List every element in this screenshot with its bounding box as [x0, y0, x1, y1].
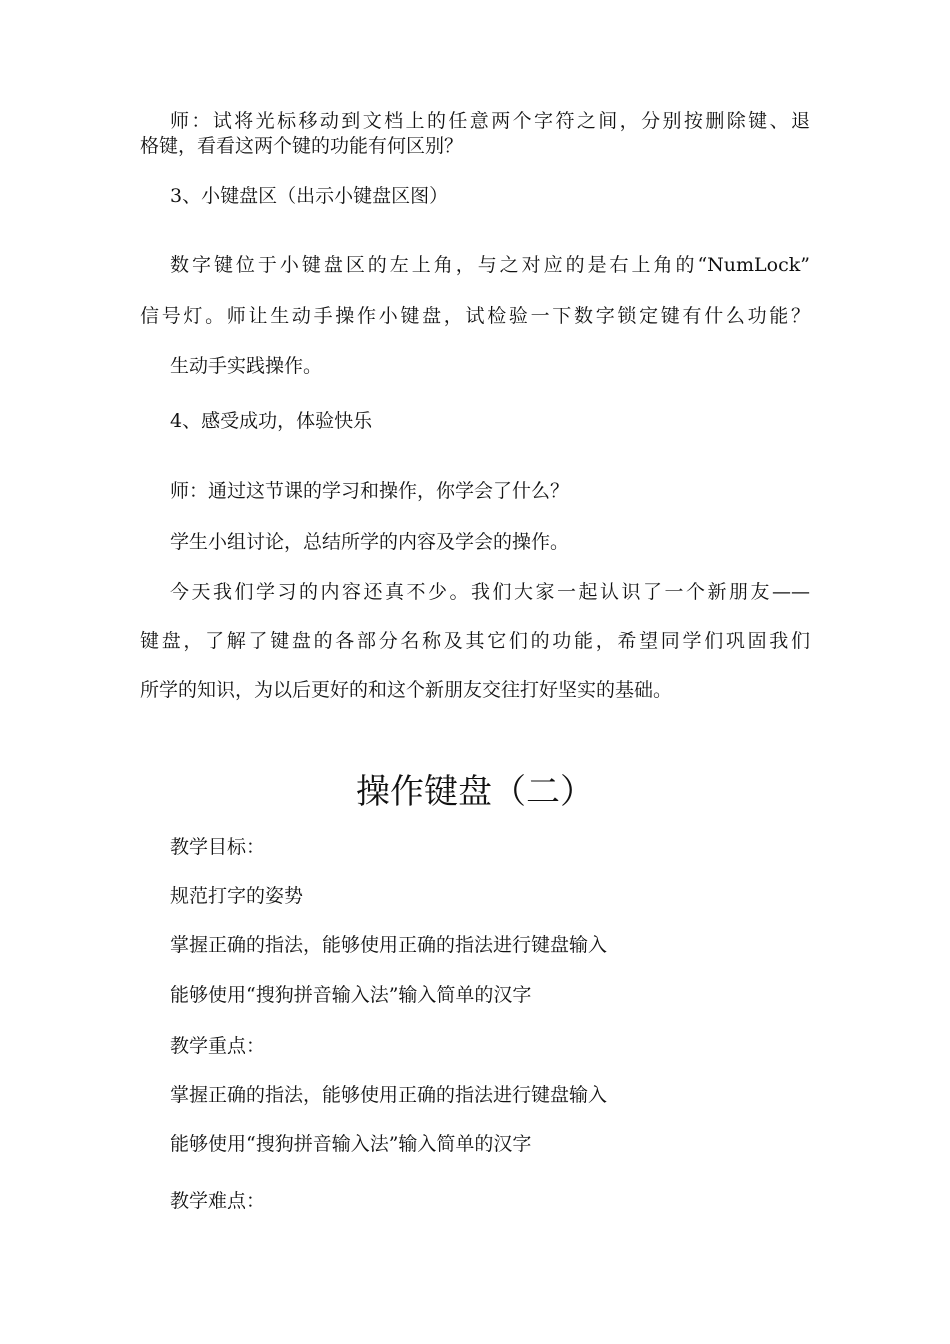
- paragraph-line: 师：通过这节课的学习和操作，你学会了什么？: [170, 480, 570, 502]
- section-heading: 教学重点：: [170, 1035, 266, 1057]
- list-item: 规范打字的姿势: [170, 885, 304, 907]
- paragraph-line: 格键，看看这两个键的功能有何区别？: [140, 135, 464, 157]
- paragraph-line: 数字键位于小键盘区的左上角，与之对应的是右上角的“NumLock”: [170, 254, 810, 276]
- section-heading: 教学难点：: [170, 1190, 266, 1212]
- section-heading: 3、小键盘区（出示小键盘区图）: [170, 185, 449, 207]
- paragraph-line: 生动手实践操作。: [170, 355, 323, 377]
- paragraph-line: 键盘，了解了键盘的各部分名称及其它们的功能，希望同学们巩固我们: [140, 630, 810, 652]
- paragraph-line: 信号灯。师让生动手操作小键盘，试检验一下数字锁定键有什么功能？: [140, 305, 810, 327]
- list-item: 掌握正确的指法，能够使用正确的指法进行键盘输入: [170, 1084, 608, 1106]
- list-item: 能够使用“搜狗拼音输入法”输入简单的汉字: [170, 1133, 532, 1155]
- paragraph-line: 所学的知识，为以后更好的和这个新朋友交往打好坚实的基础。: [140, 679, 673, 701]
- section-heading: 教学目标：: [170, 836, 266, 858]
- list-item: 能够使用“搜狗拼音输入法”输入简单的汉字: [170, 984, 532, 1006]
- paragraph-line: 学生小组讨论，总结所学的内容及学会的操作。: [170, 531, 570, 553]
- section-heading: 4、感受成功，体验快乐: [170, 410, 373, 432]
- list-item: 掌握正确的指法，能够使用正确的指法进行键盘输入: [170, 934, 608, 956]
- paragraph-line: 师：试将光标移动到文档上的任意两个字符之间，分别按删除键、退: [170, 110, 810, 132]
- paragraph-line: 今天我们学习的内容还真不少。我们大家一起认识了一个新朋友——: [170, 581, 810, 603]
- document-title: 操作键盘（二）: [356, 772, 594, 812]
